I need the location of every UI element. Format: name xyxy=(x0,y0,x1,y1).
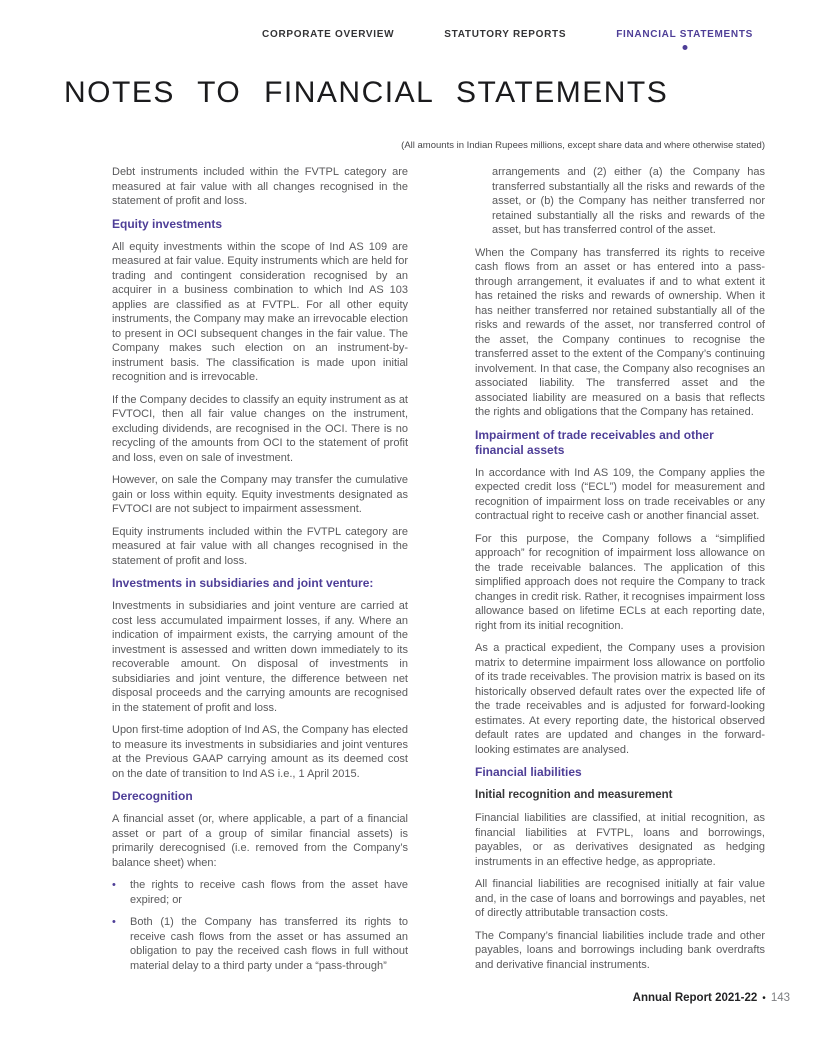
paragraph: Financial liabilities are classified, at initial recognition, as financial liabilities at FVTPL, loans and borrowings, payables, or as derivatives designated as hedging instruments in an effective hedge, as appropriate. xyxy=(475,812,765,868)
paragraph: Equity instruments included within the FVTPL category are measured at fair value with all changes recognised in the statement of profit and loss. xyxy=(112,525,408,567)
paragraph: arrangements and (2) either (a) the Company has transferred substantially all the risks and rewards of the asset, or (b) the Company has neither transferred nor retained substantially all the risks and rewards of the asset, but has transferred control of the asset. xyxy=(492,166,765,236)
paragraph: When the Company has transferred its rights to receive cash flows from an asset or has entered into a pass-through arrangement, it evaluates if and to what extent it has retained the risks and rewards of ownership. When it has neither transferred nor retained substantially all of the risks and rewards of the asset, nor transferred control of the asset, the Company continues to recognise the transferred asset to the extent of the Company’s continuing involvement. In that case, the Company also recognises an associated liability. The transferred asset and the associated liability are measured on a basis that reflects the rights and obligations that the Company has retained. xyxy=(475,246,765,418)
page-number: 143 xyxy=(770,992,790,1004)
paragraph: If the Company decides to classify an equity instrument as at FVTOCI, then all fair value changes on the instrument, excluding dividends, are recognised in the OCI. There is no recycling of the amounts from OCI to the statement of profit and loss, even on sale of investment. xyxy=(112,393,408,464)
section-heading: Investments in subsidiaries and joint venture: xyxy=(112,576,374,590)
paragraph: In accordance with Ind AS 109, the Company applies the expected credit loss (“ECL”) model for measurement and recognition of impairment loss on trade receivables or any contractual right to receive cash or another financial asset. xyxy=(475,466,765,522)
paragraph: A financial asset (or, where applicable, a part of a financial asset or part of a group of similar financial assets) is primarily derecognised (i.e. removed from the Company’s balance sheet) when: xyxy=(112,813,408,869)
section-heading: Financial liabilities xyxy=(475,765,582,779)
bullet-icon: • xyxy=(112,916,116,928)
nav-tab-label: FINANCIAL STATEMENTS xyxy=(616,29,753,40)
section-heading: Equity investments xyxy=(112,216,223,231)
amounts-note: (All amounts in Indian Rupees millions, except share data and where otherwise stated) xyxy=(401,140,765,151)
left-column xyxy=(112,165,408,981)
paragraph: The Company’s financial liabilities include trade and other payables, loans and borrowings including bank overdrafts and derivative financial instruments. xyxy=(475,929,765,971)
report-name: Annual Report 2021-22 xyxy=(632,992,758,1004)
section-heading: Impairment of trade receivables and other financial assets xyxy=(475,427,714,457)
page-footer xyxy=(633,992,790,1004)
nav-tab-statutory-reports[interactable]: STATUTORY REPORTS xyxy=(444,29,567,40)
paragraph: All financial liabilities are recognised initially at fair value and, in the case of loans and borrowings and payables, net of directly attributable transaction costs. xyxy=(475,878,765,919)
bullet-text: the rights to receive cash flows from the asset have expired; or xyxy=(130,879,408,906)
bullet-text: Both (1) the Company has transferred its rights to receive cash flows from the asset or has assumed an obligation to pay the received cash flows in full without material delay to a third party under a “pass-through” xyxy=(130,916,408,972)
body-columns xyxy=(112,165,765,981)
paragraph: However, on sale the Company may transfer the cumulative gain or loss within equity. Equity investments designated as FVTOCI are not subject to impairment assessment. xyxy=(112,474,408,515)
paragraph: For this purpose, the Company follows a “simplified approach” for recognition of impairment loss allowance on the trade receivable balances. The application of this simplified approach does not require the Company to track changes in credit risk. Rather, it recognises impairment loss allowance based on lifetime ECLs at each reporting date, right from its initial recognition. xyxy=(475,532,765,632)
bullet-item xyxy=(112,878,408,907)
sub-heading: Initial recognition and measurement xyxy=(475,789,673,801)
paragraph: All equity investments within the scope of Ind AS 109 are measured at fair value. Equity instruments which are held for trading and contingent consideration recognised by an acquirer in a business combination to which Ind AS 103 applies are classified as at FVTPL. For all other equity instruments, the Company may make an irrevocable election to present in OCI subsequent changes in the fair value. The Company makes such election on an instrument-by-instrument basis. The classification is made upon initial recognition and is irrevocable. xyxy=(112,240,408,383)
nav-tab-financial-statements[interactable] xyxy=(616,29,753,40)
paragraph: As a practical expedient, the Company uses a provision matrix to determine impairment loss allowance on portfolio of its trade receivables. The provision matrix is based on its historically observed default rates over the expected life of the trade receivables and is adjusted for forward-looking estimates. At every reporting date, the historical observed default rates are updated and changes in the forward-looking estimates are analysed. xyxy=(475,642,765,756)
section-heading: Derecognition xyxy=(112,789,193,803)
right-column xyxy=(475,165,765,981)
paragraph: Investments in subsidiaries and joint venture are carried at cost less accumulated impairment losses, if any. Where an indication of impairment exists, the carrying amount of the investment is assessed and written down immediately to its recoverable amount. On disposal of investments in subsidiaries and joint venture, the difference between net disposal proceeds and the carrying amounts are recognised in the statement of profit and loss. xyxy=(112,600,408,714)
top-navigation xyxy=(262,29,753,40)
footer-dot-icon: • xyxy=(762,993,766,1004)
bullet-item xyxy=(112,915,408,973)
nav-tab-corporate-overview[interactable]: CORPORATE OVERVIEW xyxy=(262,29,395,40)
paragraph: Debt instruments included within the FVTPL category are measured at fair value with all changes recognised in the statement of profit and loss. xyxy=(112,166,408,207)
page-title: NOTES TO FINANCIAL STATEMENTS xyxy=(64,76,669,109)
paragraph: Upon first-time adoption of Ind AS, the Company has elected to measure its investments in subsidiaries and joint ventures at the Previous GAAP carrying amount as its deemed cost on the date of transition to Ind AS i.e., 1 April 2015. xyxy=(112,724,408,780)
bullet-icon: • xyxy=(112,879,116,891)
active-tab-dot-icon xyxy=(682,45,687,50)
